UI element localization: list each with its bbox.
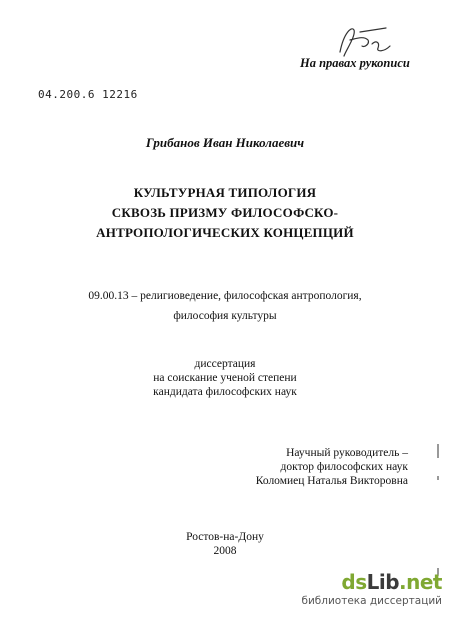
degree-line: диссертация xyxy=(194,358,256,370)
logo-part-lib: Lib xyxy=(366,570,400,594)
title-line: АНТРОПОЛОГИЧЕСКИХ КОНЦЕПЦИЙ xyxy=(96,225,354,240)
degree-line: кандидата философских наук xyxy=(153,386,297,398)
supervisor-line: Коломиец Наталья Викторовна xyxy=(255,475,408,487)
rights-note: На правах рукописи xyxy=(300,56,410,70)
title-line: СКВОЗЬ ПРИЗМУ ФИЛОСОФСКО- xyxy=(111,205,339,220)
dissertation-title xyxy=(0,183,450,243)
supervisor-line: Научный руководитель – xyxy=(286,447,408,459)
dslib-logo xyxy=(341,570,442,594)
specialty-line: 09.00.13 – религиоведение, философская антропология, xyxy=(88,290,362,302)
title-line: КУЛЬТУРНАЯ ТИПОЛОГИЯ xyxy=(133,185,317,200)
place-name: Ростов-на-Дону xyxy=(186,531,264,543)
logo-part-ds: ds xyxy=(341,570,367,594)
scan-edge-marks xyxy=(426,440,446,580)
supervisor-line: доктор философских наук xyxy=(280,461,408,473)
specialty xyxy=(0,286,450,326)
degree-line: на соискание ученой степени xyxy=(153,372,297,384)
dslib-subtitle: библиотека диссертаций xyxy=(301,595,442,607)
year: 2008 xyxy=(213,545,237,557)
specialty-line: философия культуры xyxy=(173,310,277,322)
author-name: Грибанов Иван Николаевич xyxy=(145,135,305,150)
place-and-year xyxy=(0,530,450,558)
dslib-watermark-link[interactable] xyxy=(301,570,446,614)
logo-part-net: .net xyxy=(399,570,442,594)
catalog-number: 04.200.6 12216 xyxy=(38,88,138,101)
degree-statement xyxy=(0,357,450,399)
supervisor-block xyxy=(240,446,408,488)
